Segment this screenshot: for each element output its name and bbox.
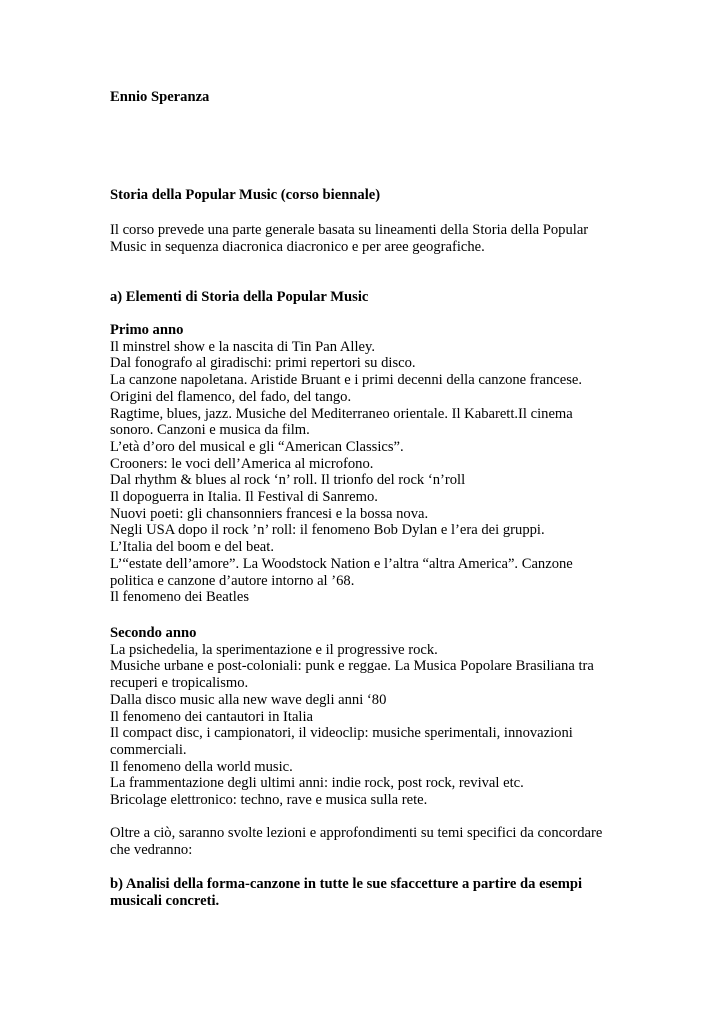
intro-line: Il corso prevede una parte generale basata su lineamenti della Storia della Popular bbox=[110, 222, 589, 238]
closing-paragraph bbox=[110, 825, 610, 858]
second-year-item: Il fenomeno della world music. bbox=[110, 758, 293, 775]
closing-line: che vedranno: bbox=[110, 841, 193, 858]
closing-line: Oltre a ciò, saranno svolte lezioni e approfondimenti su temi specifici da concordare bbox=[110, 825, 603, 841]
first-year-item: Negli USA dopo il rock ’n’ roll: il fenomeno Bob Dylan e l’era dei gruppi. bbox=[110, 522, 545, 539]
first-year-item: politica e canzone d’autore intorno al ’68. bbox=[110, 572, 355, 589]
second-year-item: Il fenomeno dei cantautori in Italia bbox=[110, 708, 314, 725]
first-year-item: Nuovi poeti: gli chansonniers francesi e la bossa nova. bbox=[110, 505, 429, 522]
first-year-item: L’Italia del boom e del beat. bbox=[110, 539, 274, 556]
first-year-item: Il fenomeno dei Beatles bbox=[110, 589, 249, 606]
first-year-item: L’età d’oro del musical e gli “American Classics”. bbox=[110, 438, 404, 455]
first-year-item: Il minstrel show e la nascita di Tin Pan Alley. bbox=[110, 338, 375, 355]
second-year-item: Il compact disc, i campionatori, il videoclip: musiche sperimentali, innovazioni bbox=[110, 725, 573, 742]
first-year-section bbox=[110, 322, 610, 606]
second-year-item: Bricolage elettronico: techno, rave e musica sulla rete. bbox=[110, 792, 428, 809]
author-name: Ennio Speranza bbox=[110, 89, 210, 105]
first-year-item: sonoro. Canzoni e musica da film. bbox=[110, 422, 310, 439]
second-year-item: Musiche urbane e post-coloniali: punk e reggae. La Musica Popolare Brasiliana tra bbox=[110, 658, 594, 675]
first-year-item: Dal rhythm & blues al rock ‘n’ roll. Il trionfo del rock ‘n’roll bbox=[110, 472, 466, 489]
second-year-item: recuperi e tropicalismo. bbox=[110, 675, 249, 692]
second-year-heading: Secondo anno bbox=[110, 625, 197, 641]
first-year-item: Dal fonografo al giradischi: primi repertori su disco. bbox=[110, 355, 416, 372]
first-year-heading: Primo anno bbox=[110, 322, 184, 338]
second-year-item: commerciali. bbox=[110, 741, 187, 758]
second-year-item: La frammentazione degli ultimi anni: indie rock, post rock, revival etc. bbox=[110, 775, 524, 792]
first-year-item: Il dopoguerra in Italia. Il Festival di Sanremo. bbox=[110, 489, 378, 506]
second-year-section bbox=[110, 625, 610, 809]
section-a-heading: a) Elementi di Storia della Popular Music bbox=[110, 289, 369, 305]
intro-line: Music in sequenza diacronica diacronico e per aree geografiche. bbox=[110, 238, 485, 255]
second-year-item: La psichedelia, la sperimentazione e il progressive rock. bbox=[110, 641, 438, 658]
first-year-item: Crooners: le voci dell’America al microfono. bbox=[110, 455, 374, 472]
first-year-item: Ragtime, blues, jazz. Musiche del Mediterraneo orientale. Il Kabarett.Il cinema bbox=[110, 405, 573, 422]
intro-paragraph bbox=[110, 222, 610, 255]
second-year-item: Dalla disco music alla new wave degli anni ‘80 bbox=[110, 691, 387, 708]
section-b-heading: b) Analisi della forma-canzone in tutte le sue sfaccetture a partire da esempi musicali concreti. bbox=[110, 876, 583, 909]
first-year-item: L’“estate dell’amore”. La Woodstock Nation e l’altra “altra America”. Canzone bbox=[110, 555, 573, 572]
first-year-item: Origini del flamenco, del fado, del tango. bbox=[110, 388, 352, 405]
course-title: Storia della Popular Music (corso biennale) bbox=[110, 187, 381, 203]
first-year-item: La canzone napoletana. Aristide Bruant e i primi decenni della canzone francese. bbox=[110, 372, 583, 389]
